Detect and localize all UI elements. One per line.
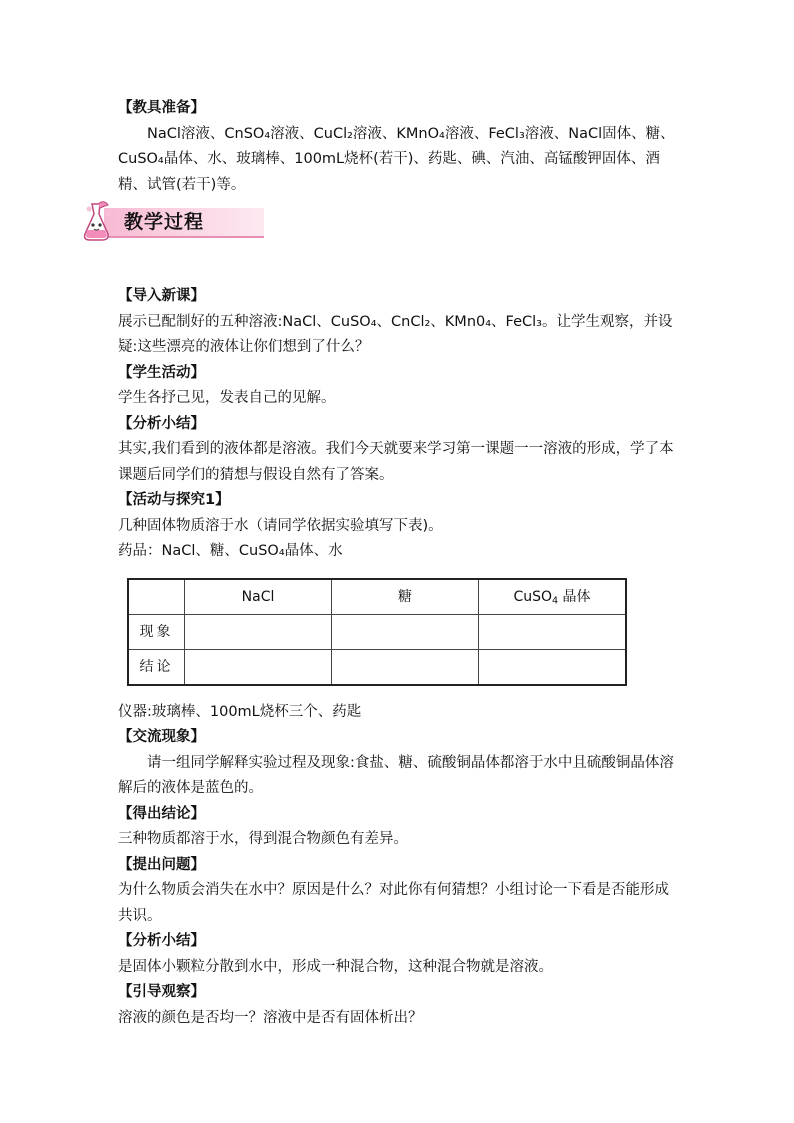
section-text: 其实,我们看到的液体都是溶液。我们今天就要来学习第一课题一一溶液的形成，学了本课题后同学们的猜想与假设自然有了答案。 — [118, 441, 674, 483]
section-text: 溶液的颜色是否均一？溶液中是否有固体析出？ — [118, 1009, 423, 1026]
section-text: 展示已配制好的五种溶液:NaCl、CuSO₄、CnCl₂、KMn0₄、FeCl₃。让学生观察，并设疑:这些漂亮的液体让你们想到了什么？ — [118, 313, 673, 355]
section-heading: 【学生活动】 — [118, 364, 205, 381]
section-text: 三种物质都溶于水，得到混合物颜色有差异。 — [118, 831, 408, 847]
section-heading: 【分析小结】 — [118, 933, 205, 949]
observation-table — [127, 578, 627, 686]
table-cell — [479, 649, 627, 685]
table-cell — [332, 614, 479, 649]
row-label: 结论 — [128, 649, 185, 685]
section-heading: 【提出问题】 — [118, 856, 205, 873]
table-cell — [185, 649, 332, 685]
section-heading: 【导入新课】 — [118, 288, 205, 304]
section-text: 药品：NaCl、糖、CuSO₄晶体、水 — [118, 543, 343, 559]
section-text: 请一组同学解释实验过程及现象:食盐、糖、硫酸铜晶体都溶于水中且硫酸铜晶体溶解后的液体是蓝色的。 — [118, 754, 674, 796]
table-header-row — [128, 579, 626, 615]
table-header-cell: CuSO$_4$ 晶体 — [479, 579, 627, 615]
section-text: 学生各抒己见，发表自己的见解。 — [118, 390, 336, 406]
lesson-plan-page — [118, 96, 678, 1031]
banner-title: 教学过程 — [124, 211, 205, 233]
equipment-text: NaCl溶液、CnSO₄溶液、CuCl₂溶液、KMnO₄溶液、FeCl₃溶液、NaCl固体、糖、CuSO₄晶体、水、玻璃棒、100mL烧杯(若干)、药匙、碘、汽油、高锰酸钾固体、酒精、试管(若干)等。 — [118, 125, 675, 193]
section-heading: 【分析小结】 — [118, 415, 205, 432]
table-row — [128, 649, 626, 685]
table-cell — [185, 614, 332, 649]
section-heading: 【得出结论】 — [118, 805, 205, 822]
section-heading: 【交流现象】 — [118, 729, 205, 745]
section-text: 是固体小颗粒分散到水中，形成一种混合物，这种混合物就是溶液。 — [118, 958, 553, 975]
after-table-block — [118, 700, 678, 1032]
flask-mascot-icon — [78, 200, 118, 244]
section-text: 仪器:玻璃棒、100mL烧杯三个、药匙 — [118, 703, 362, 720]
table-header-cell: NaCl — [185, 579, 332, 615]
sections-block — [118, 284, 678, 565]
table-row — [128, 614, 626, 649]
table-header-cell: 糖 — [332, 579, 479, 615]
section-text: 几种固体物质溶于水（请同学依据实验填写下表)。 — [118, 517, 443, 534]
section-text: 为什么物质会消失在水中？原因是什么？对此你有何猜想？小组讨论一下看是否能形成共识。 — [118, 882, 669, 924]
table-cell — [479, 614, 627, 649]
section-heading: 【引导观察】 — [118, 984, 205, 1000]
table-header-cell — [128, 579, 185, 615]
teaching-process-banner — [78, 200, 274, 244]
row-label: 现象 — [128, 614, 185, 649]
section-heading: 【活动与探究1】 — [118, 492, 230, 508]
table-cell — [332, 649, 479, 685]
equipment-heading: 【教具准备】 — [118, 100, 205, 116]
